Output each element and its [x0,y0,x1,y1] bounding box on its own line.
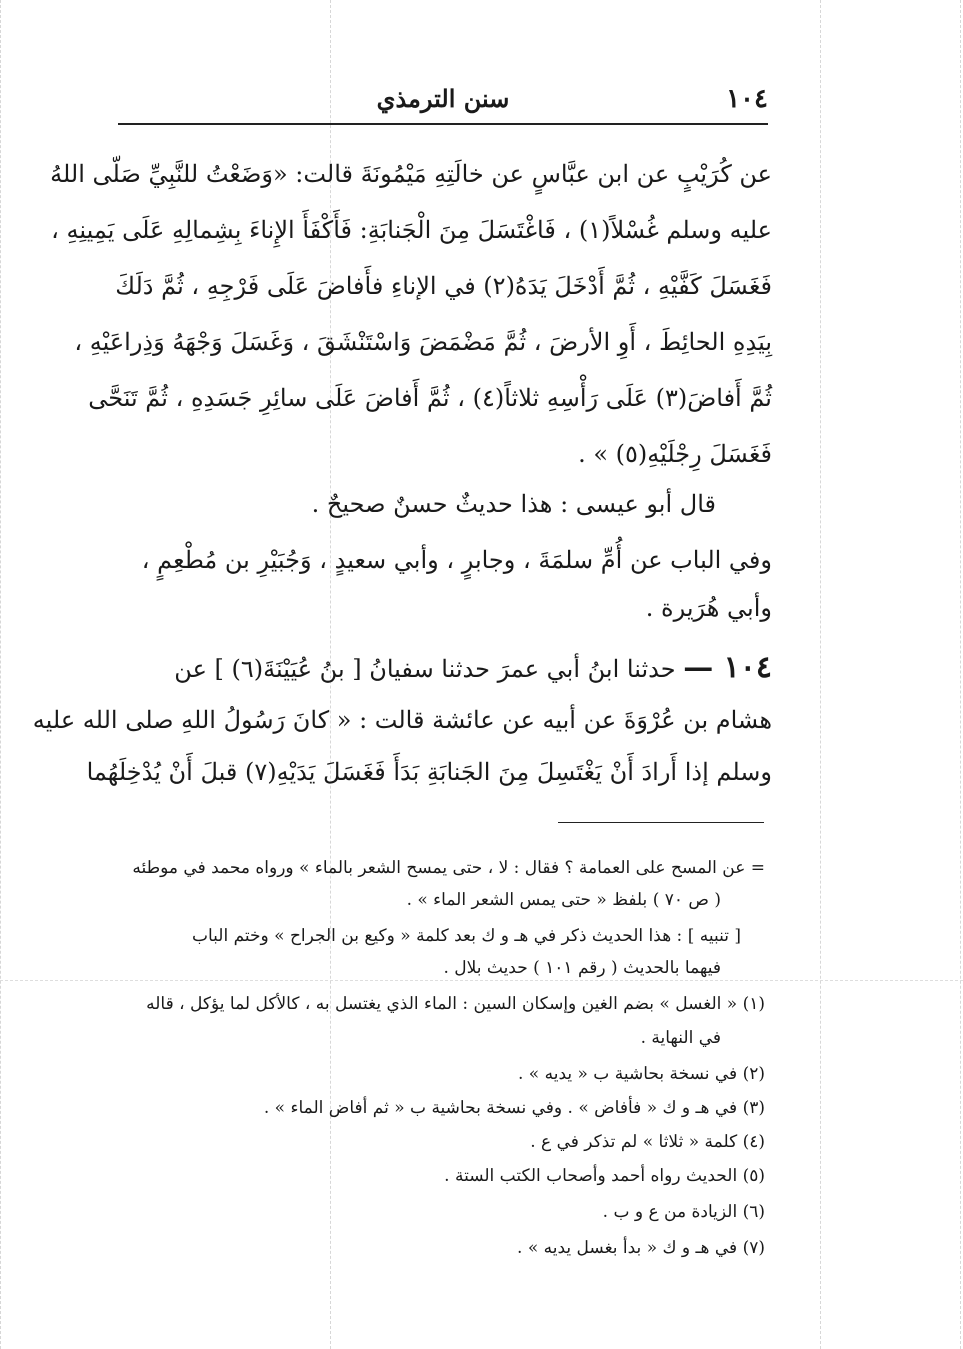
text-line: حدثنا ابنُ أبي عمرَ حدثنا سفيانُ [ بنُ عُيَيْنَةَ(٦) ] عن [174,655,676,683]
hadith-heading-line [112,650,772,685]
footnote-line: (٧) في هـ و ك « بدأ بغسل يديه » . [517,1238,765,1258]
footnote-line: ( ص ٧٠ ) بلفظ « حتى يمس الشعر الماء » . [406,890,721,910]
footnote-rule [558,822,764,823]
text-line: ثُمَّ أَفاضَ(٣) عَلَى رَأْسِهِ ثلاثاً(٤) ، ثُمَّ أَفاضَ عَلَى سائِرِ جَسَدِهِ ، ثُمَّ تَنَحَّى [88,384,772,412]
header-rule [118,123,768,125]
dashed-guide [0,0,1,1349]
footnotes [95,858,765,1278]
footnote-line: (٦) الزيادة من ع و ب . [602,1202,765,1222]
text-line: وفي الباب عن أُمِّ سلمَةَ ، وجابرٍ ، وأبي سعيدٍ ، وَجُبَيْرِ بن مُطْعِمٍ ، [141,546,772,574]
page-number: ١٠٤ [726,84,768,114]
text-line: وسلم إذا أَرادَ أَنْ يَغْتَسِلَ مِنَ الجَنابَةِ بَدَأَ فَغَسَلَ يَدَيْهِ(٧) قبلَ أَنْ يُدْخِلَهُما [86,758,772,786]
page-header [118,78,768,118]
text-line: عليه وسلم غُسْلاً(١) ، فَاغْتَسَلَ مِنَ الْجَنابَةِ: فَأَكْفَأَ الإِناءَ بِشِمالِهِ عَلَى يَمِينِهِ ، [51,216,772,244]
footnote-line: (٤) كلمة « ثلاثا » لم تذكر في ع . [530,1132,765,1152]
text-line: فَغَسَلَ كَفَّيْهِ ، ثُمَّ أَدْخَلَ يَدَهُ(٢) في الإناءِ فأَفاضَ عَلَى فَرْجِهِ ، ثُمَّ دَلَكَ [115,272,772,300]
footnote-line: في النهاية . [640,1028,721,1048]
dashed-guide [960,0,961,1349]
footnote-line: (٥) الحديث رواه أحمد وأصحاب الكتب الستة . [444,1166,765,1186]
text-line: عن كُرَيْبٍ عن ابن عبَّاسٍ عن خالَتِهِ مَيْمُونَةَ قالت: «وَضَعْتُ للنَّبِيِّ صَلّى اللهُ [50,160,772,188]
footnote-line: [ تنبيه ] : هذا الحديث ذكر في هـ و ك بعد كلمة « وكيع بن الجراح » وختم الباب [191,926,741,946]
text-line: وأبي هُرَيرة . [645,594,772,622]
text-line: بِيَدِهِ الحائِطَ ، أَوِ الأرضَ ، ثُمَّ مَضْمَضَ وَاسْتَنْشَقَ ، وَغَسَلَ وَجْهَهُ وَذِراعَيْهِ ، [74,328,772,356]
text-line: قال أبو عيسى : هذا حديثٌ حسنٌ صحيحٌ . [311,490,716,518]
footnote-line: (٣) في هـ و ك « فأفاض » . وفي نسخة بحاشية ب « ثم أفاض الماء » . [263,1098,765,1118]
hadith-number: ١٠٤ — [683,650,772,685]
text-line: فَغَسَلَ رِجْلَيْهِ(٥) » . [578,440,772,468]
text-line: هشام بن عُرْوَةَ عن أبيه عن عائشة قالت : « كانَ رَسُولُ اللهِ صلى الله عليه [32,706,772,734]
main-text [32,160,772,800]
running-title: سنن الترمذي [376,84,510,113]
footnote-line: فيهما بالحديث ( رقم ١٠١ ) حديث بلال . [443,958,721,978]
footnote-line: (١) « الغسل » بضم الغين وإسكان السين : الماء الذي يغتسل به ، كالأكل لما يؤكل ، قاله [146,994,765,1014]
dashed-guide [820,0,821,1349]
footnote-line: (٢) في نسخة بحاشية ب « يديه » . [517,1064,765,1084]
footnote-line: = عن المسح على العمامة ؟ فقال : لا ، حتى يمسح الشعر بالماء » ورواه محمد في موطئه [132,858,765,878]
